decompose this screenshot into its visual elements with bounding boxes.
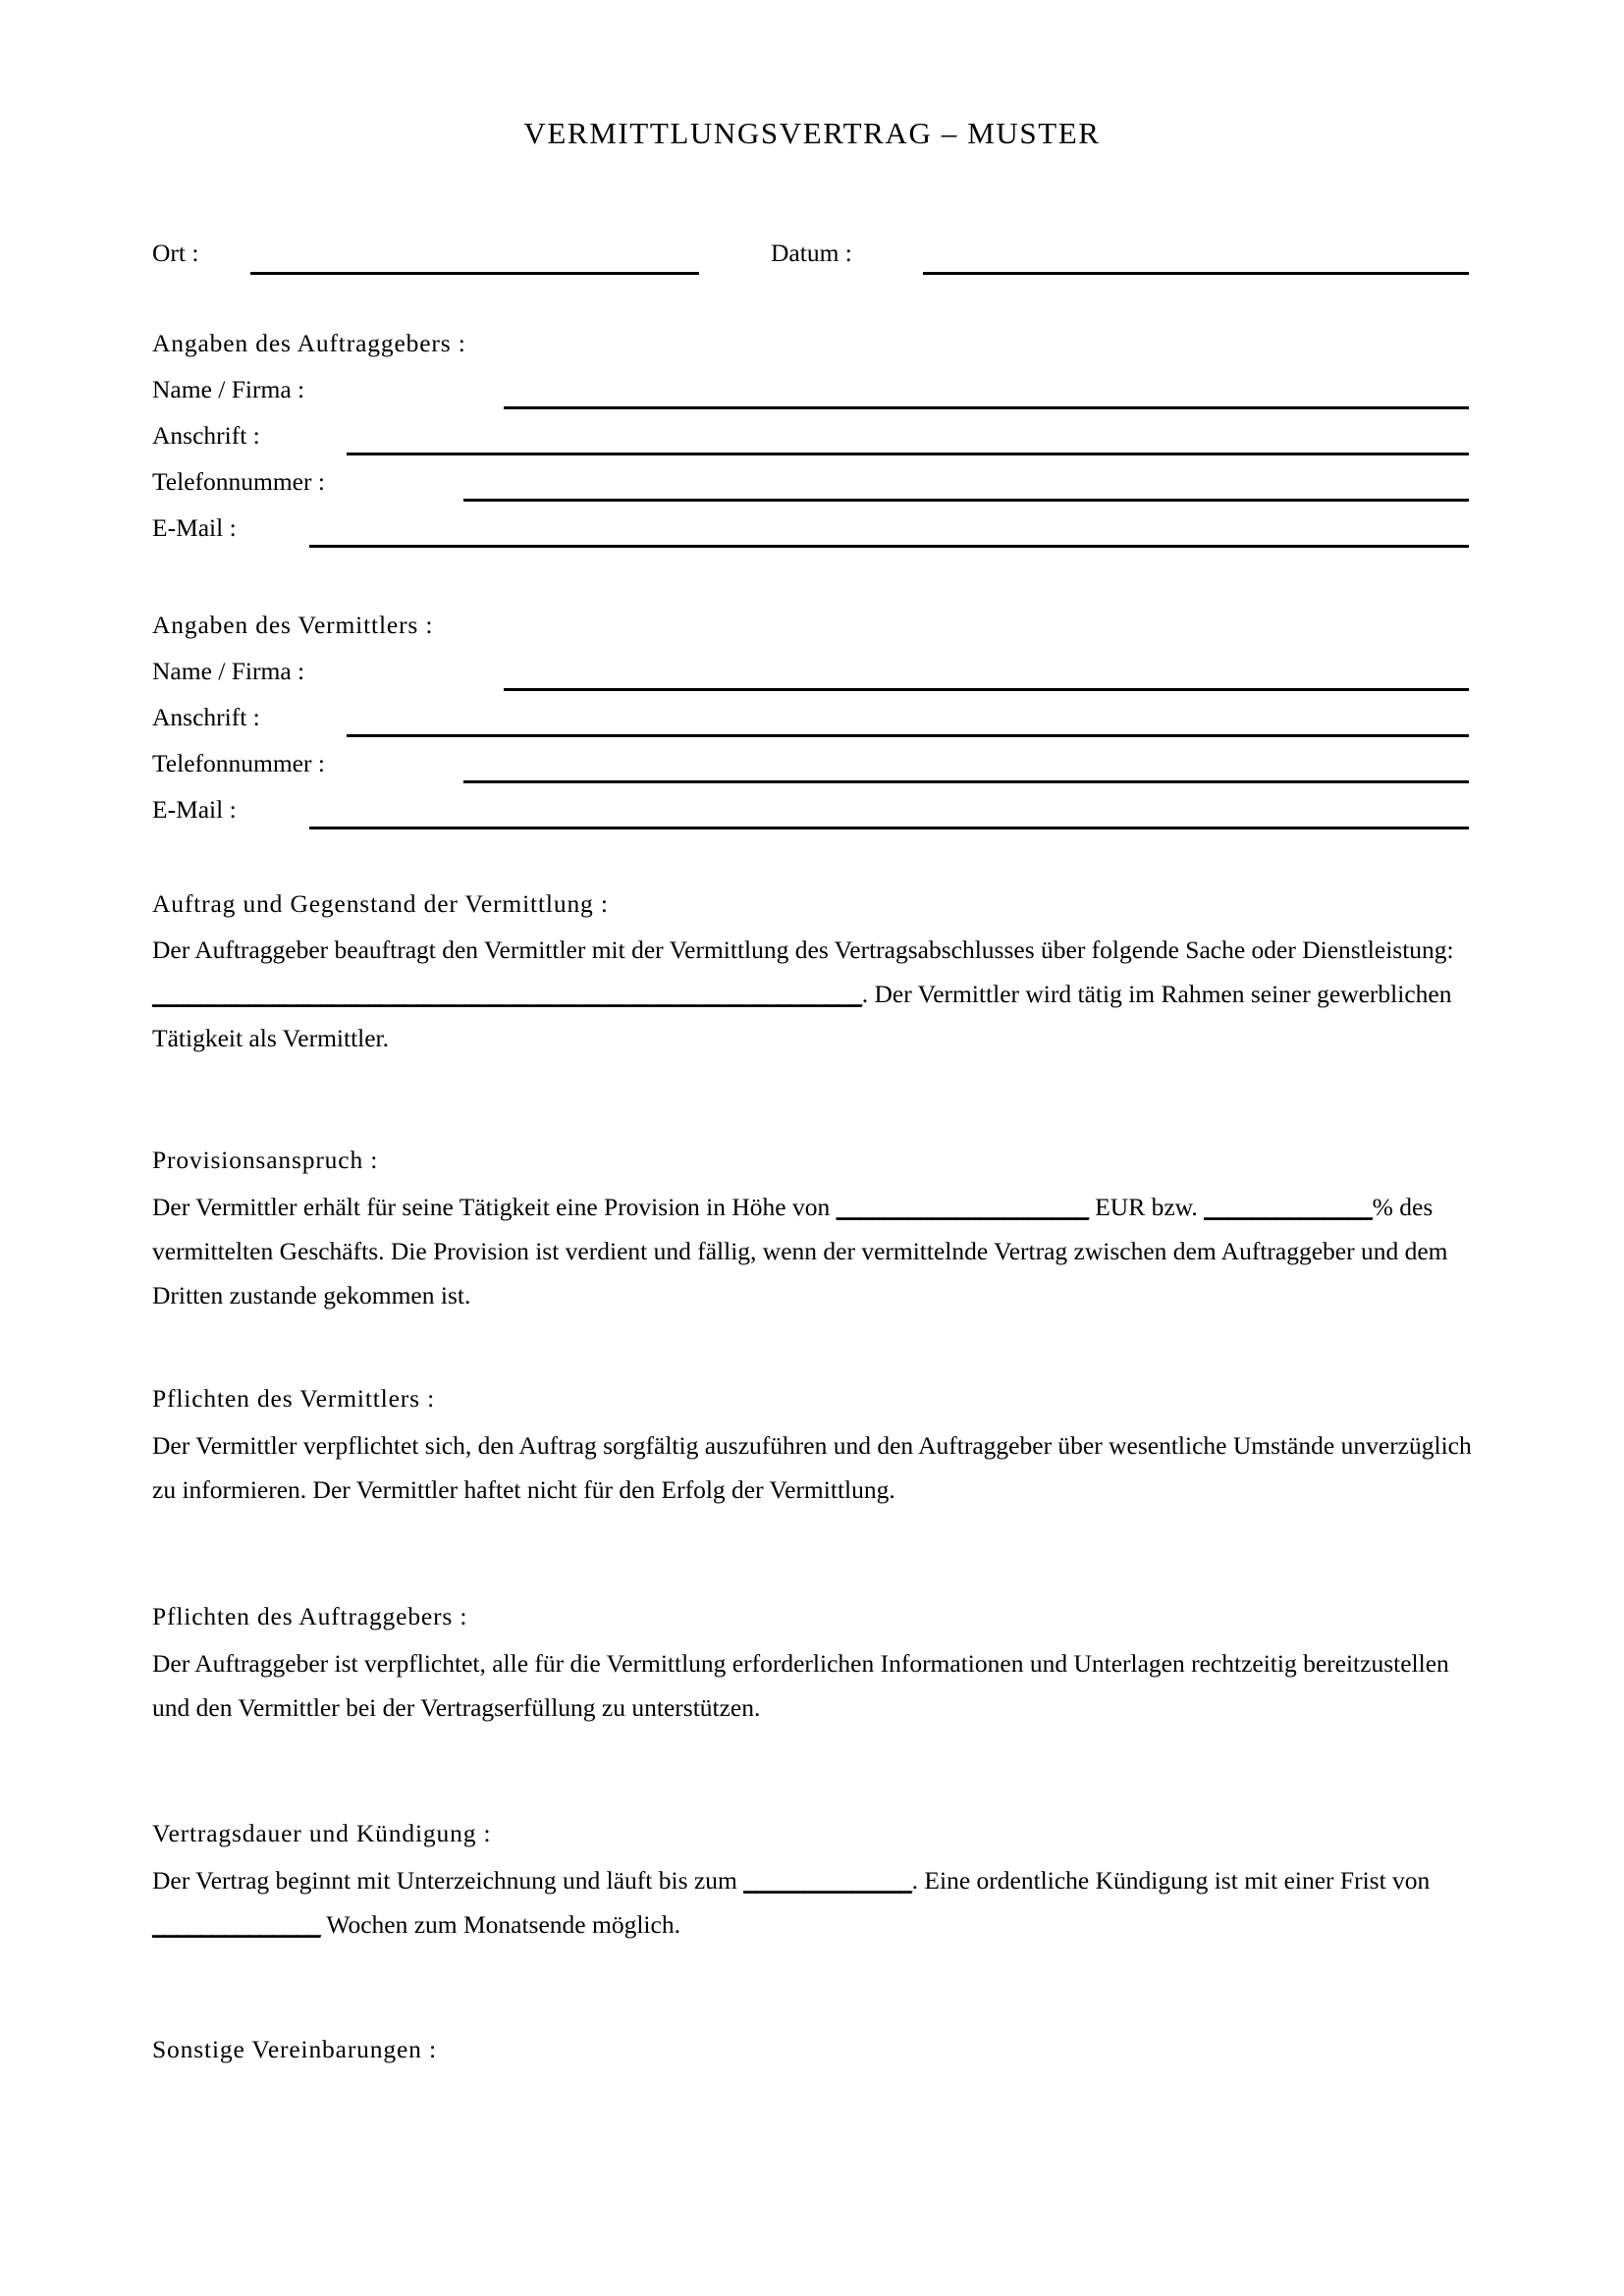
section-heading-provision: Provisionsanspruch : <box>152 1146 379 1174</box>
auftrag-text-after: . Der Vermittler wird tätig im Rahmen seiner gewerblichen Tätigkeit als Vermittler. <box>152 980 1452 1052</box>
ort-label: Ort : <box>152 239 199 267</box>
auftrag-text-before: Der Auftraggeber beauftragt den Vermittler mit der Vermittlung des Vertragsabschlusses über folgende Sache oder Dienstleistung: <box>152 935 1454 964</box>
provision-paragraph <box>152 1185 1473 1317</box>
vertragsdauer-text-3: Wochen zum Monatsende möglich. <box>320 1910 680 1939</box>
auftraggeber-anschrift-input-line[interactable] <box>347 453 1469 455</box>
vermittler-anschrift-label: Anschrift : <box>152 703 260 731</box>
vermittler-telefon-input-line[interactable] <box>463 780 1469 783</box>
pflichten-auftraggeber-paragraph: Der Auftraggeber ist verpflichtet, alle für die Vermittlung erforderlichen Informationen und Unterlagen rechtzeitig bereitzustellen und den Vermittler bei der Vertragserfüllung zu unterstützen. <box>152 1649 1449 1722</box>
provision-text-2: EUR bzw. <box>1088 1193 1205 1221</box>
vertragsdauer-text-2: . Eine ordentliche Kündigung ist mit einer Frist von <box>911 1866 1431 1895</box>
pflichten-vermittler-paragraph: Der Vermittler verpflichtet sich, den Auftrag sorgfältig auszuführen und den Auftraggeber über wesentliche Umstände unverzüglich zu informieren. Der Vermittler haftet nicht für den Erfolg der Vermittlung. <box>152 1431 1472 1504</box>
section-heading-auftraggeber: Angaben des Auftraggebers : <box>152 329 466 357</box>
vertragsdauer-frist-blank[interactable]: ______________ <box>152 1910 321 1939</box>
section-heading-sonstige: Sonstige Vereinbarungen : <box>152 2035 437 2063</box>
section-heading-pflichten-vermittler: Pflichten des Vermittlers : <box>152 1384 436 1413</box>
vermittler-name-input-line[interactable] <box>504 688 1469 691</box>
auftraggeber-name-label: Name / Firma : <box>152 375 305 403</box>
auftraggeber-telefon-input-line[interactable] <box>463 499 1469 502</box>
section-heading-pflichten-auftraggeber: Pflichten des Auftraggebers : <box>152 1602 468 1630</box>
vermittler-email-label: E-Mail : <box>152 795 237 824</box>
datum-input-line[interactable] <box>923 272 1469 275</box>
vertragsdauer-paragraph <box>152 1858 1473 1947</box>
provision-betrag-blank[interactable]: _____________________ <box>836 1193 1089 1221</box>
page-title: VERMITTLUNGSVERTRAG – MUSTER <box>523 116 1101 150</box>
provision-text-3: % des vermittelten Geschäfts. Die Provision ist verdient und fällig, wenn der vermittelnde Vertrag zwischen dem Auftraggeber und dem Dritten zustande gekommen ist. <box>152 1193 1448 1309</box>
vertragsdauer-text-1: Der Vertrag beginnt mit Unterzeichnung und läuft bis zum <box>152 1866 744 1895</box>
auftrag-dienstleistung-blank[interactable]: ___________________________________________________________ <box>152 980 862 1008</box>
provision-text-1: Der Vermittler erhält für seine Tätigkeit eine Provision in Höhe von <box>152 1193 837 1221</box>
datum-label: Datum : <box>771 239 852 267</box>
vermittler-telefon-label: Telefonnummer : <box>152 749 325 777</box>
auftrag-paragraph <box>152 928 1473 1060</box>
vertragsdauer-enddatum-blank[interactable]: ______________ <box>743 1866 912 1895</box>
vermittler-anschrift-input-line[interactable] <box>347 734 1469 737</box>
ort-input-line[interactable] <box>250 272 699 275</box>
vermittler-email-input-line[interactable] <box>309 827 1469 829</box>
auftraggeber-email-input-line[interactable] <box>309 545 1469 548</box>
auftraggeber-telefon-label: Telefonnummer : <box>152 467 325 496</box>
auftraggeber-email-label: E-Mail : <box>152 513 237 542</box>
section-heading-auftrag: Auftrag und Gegenstand der Vermittlung : <box>152 889 609 918</box>
vermittler-name-label: Name / Firma : <box>152 657 305 685</box>
provision-prozent-blank[interactable]: ______________ <box>1204 1193 1373 1221</box>
auftraggeber-name-input-line[interactable] <box>504 406 1469 409</box>
auftraggeber-anschrift-label: Anschrift : <box>152 421 260 450</box>
section-heading-vertragsdauer: Vertragsdauer und Kündigung : <box>152 1819 492 1847</box>
section-heading-vermittler: Angaben des Vermittlers : <box>152 611 434 639</box>
